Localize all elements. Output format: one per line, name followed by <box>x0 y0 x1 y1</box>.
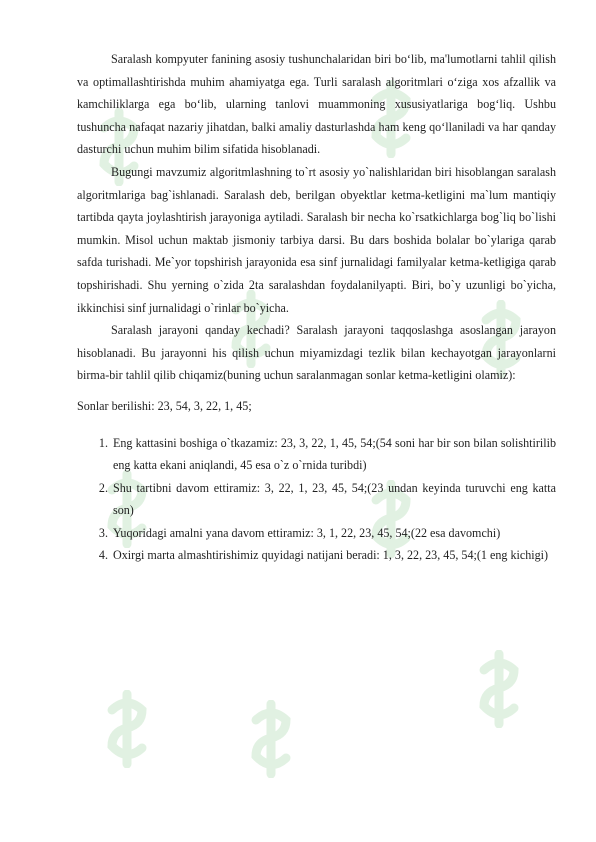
list-item: 1. Eng kattasini boshiga o`tkazamiz: 23, 3, 22, 1, 45, 54;(54 soni har bir son bilan solishtirilib eng katta ekani aniqlandi, 45 esa o`z o`rnida turibdi) <box>111 432 556 477</box>
watermark-logo <box>96 690 158 768</box>
paragraph: Bugungi mavzumiz algoritmlashning to`rt asosiy yo`nalishlaridan biri hisoblangan saralash algoritmlariga bag`ishlanadi. Saralash deb, berilgan obyektlar ketma-ketligini ma`lum mantiqiy tartibda qayta joylashtirish jarayoniga aytiladi. Saralash bir necha ko`rsatkichlarga bog`liq bo`lishi mumkin. Misol uchun maktab jismoniy tarbiya darsi. Bu dars boshida bolalar bo`ylariga qarab safda turishadi. Me`yor topshirish jarayonida esa sinf jurnalidagi familyalar ketma-ketligiga qarab topshirishadi. Shu yerning o`zida 2ta saralashdan foydalanilyapti. Biri, bo`y uzunligi bo`yicha, ikkinchisi sinf jurnalidagi o`rinlar bo`yicha. <box>77 164 556 315</box>
watermark-logo <box>240 700 302 778</box>
list-item: 4. Oxirgi marta almashtirishimiz quyidagi natijani beradi: 1, 3, 22, 23, 45, 54;(1 eng kichigi) <box>111 544 556 567</box>
paragraph: Saralash jarayoni qanday kechadi? Saralash jarayoni taqqoslashga asoslangan jarayon hisoblanadi. Bu jarayonni his qilish uchun miyamizdagi tezlik bilan kechayotgan jarayonlarni birma-bir tahlil qilib chiqamiz(buning uchun saralanmagan sonlar ketma-ketligini olamiz): <box>77 323 556 383</box>
list-item: 3. Yuqoridagi amalni yana davom ettiramiz: 3, 1, 22, 23, 45, 54;(22 esa davomchi) <box>111 522 556 545</box>
paragraph: Saralash kompyuter fanining asosiy tushunchalaridan biri bo‘lib, ma'lumotlarni tahlil qilish va optimallashtirishda muhim ahamiyatga ega. Turli saralash algoritmlari o‘ziga xos afzallik va kamchiliklarga ega bo‘lib, ularning tanlovi muammoning xususiyatlariga bog‘liq. Ushbu tushuncha nafaqat nazariy jihatdan, balki amaliy dasturlashda ham keng qo‘llaniladi va har qanday dasturchi uchun muhim bilim sifatida hisoblanadi. <box>77 52 556 157</box>
list-item: 2. Shu tartibni davom ettiramiz: 3, 22, 1, 23, 45, 54;(23 undan keyinda turuvchi eng katta son) <box>111 477 556 522</box>
given-numbers: Sonlar berilishi: 23, 54, 3, 22, 1, 45; <box>77 398 252 413</box>
steps-list <box>77 432 556 568</box>
watermark-logo <box>468 650 530 728</box>
document-body <box>77 48 556 567</box>
